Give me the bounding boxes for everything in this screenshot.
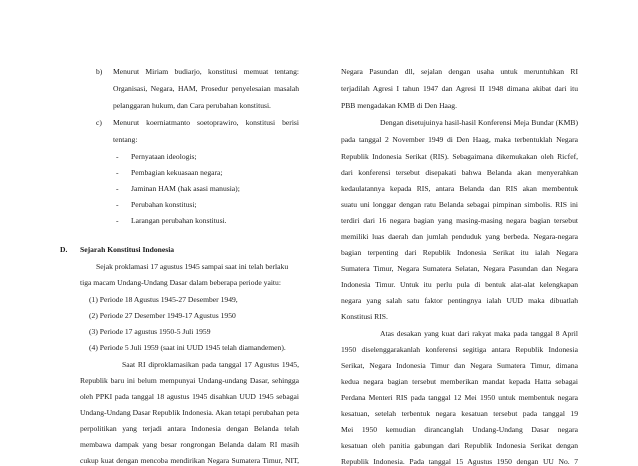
dash-item-5: Larangan perubahan konstitusi. [131, 216, 227, 225]
right-line-23: Mei 1950 kemudian dirancanglah Undang-Undang Dasar negara [341, 425, 578, 434]
para-line-1: Saat RI diproklamasikan pada tanggal 17 Agustus 1945, [122, 360, 299, 369]
dash-bullet: - [116, 168, 119, 177]
right-line-1: Negara Pasundan dll, sejalan dengan usaha untuk meruntuhkan RI [341, 67, 578, 76]
list-b-line-2: Organisasi, Negara, HAM, Prosedur penyelesaian masalah [113, 84, 299, 93]
list-marker-c: c) [96, 118, 102, 127]
right-line-4: Dengan disetujuinya hasil-hasil Konferensi Meja Bundar (KMB) [380, 118, 578, 127]
right-line-13: Sumatera Timur, Negara Sumatera Selatan, Negara Pasundan dan Negara [341, 264, 578, 273]
right-line-5: pada tanggal 2 November 1949 di Den Haag, maka terbentuklah Negara [341, 135, 578, 144]
dash-item-1: Pernyataan ideologis; [131, 152, 197, 161]
list-b-line-3: pelanggaran hukum, dan Cara perubahan konstitusi. [113, 101, 271, 110]
intro-line-1: Sejak proklamasi 17 agustus 1945 sampai saat ini telah berlaku [96, 262, 289, 271]
period-2: (2) Periode 27 Desember 1949-17 Agustus 1950 [89, 311, 236, 320]
period-1: (1) Periode 18 Agustus 1945-27 Desember 1949, [89, 295, 238, 304]
right-line-6: Republik Indonesia Serikat (RIS). Sebagaimana dikemukakan oleh Ricfef, [341, 152, 578, 161]
right-line-22: kesatuan, setelah terbentuk negara kesatuan tersebut pada tanggal 19 [341, 409, 578, 418]
section-title: Sejarah Konstitusi Indonesia [80, 245, 175, 254]
para-line-7: cukup kuat dengan mencoba mendirikan Negara Sumatera Timur, NIT, [80, 456, 299, 465]
list-marker-b: b) [96, 67, 103, 76]
period-4: (4) Periode 5 Juli 1959 (saat ini UUD 1945 telah diamandemen). [89, 343, 286, 352]
right-line-19: Serikat, Negara Indonesia Timur dan Negara Sumatera Timur, dimana [341, 361, 578, 370]
right-line-24: kesatuan oleh panitia gabungan dari Republik Indonesia Serikat dengan [341, 441, 578, 450]
dash-item-4: Perubahan konstitusi; [131, 200, 197, 209]
right-line-11: memiliki luas daerah dan jumlah penduduk yang berbeda. Negara-negara [341, 232, 578, 241]
right-line-7: dari konferensi tersebut disepakati bahwa Belanda akan menyerahkan [341, 168, 578, 177]
list-b-line-1: Menurut Miriam budiarjo, konstitusi memuat tentang: [113, 67, 299, 76]
para-line-5: perpolitikan yang terjadi antara Indonesia dengan Belanda telah [80, 424, 299, 433]
right-line-9: suatu uni longgar dengan ratu Belanda sebagai pimpinan simbolis. RIS ini [341, 200, 578, 209]
period-3: (3) Periode 17 agustus 1950-5 Juli 1959 [89, 327, 211, 336]
right-line-10: terdiri dari 16 negara bagian yang masing-masing negara bagian tersebut [341, 216, 578, 225]
right-line-25: Republik Indonesia. Pada tanggal 15 Agustus 1950 dengan UU No. 7 [341, 457, 578, 466]
dash-bullet: - [116, 200, 119, 209]
dash-bullet: - [116, 216, 119, 225]
right-line-3: PBB mengadakan KMB di Den Haag. [341, 101, 457, 110]
dash-item-3: Jaminan HAM (hak asasi manusia); [131, 184, 240, 193]
right-line-2: terjadilah Agresi I tahun 1947 dan Agresi II 1948 dimana akibat dari itu [341, 84, 578, 93]
right-line-18: 1950 diselenggarakanlah konferensi segitiga antara Republik Indonesia [341, 345, 578, 354]
right-line-21: Perdana Menteri RIS pada tanggal 12 Mei 1950 untuk membentuk negara [341, 393, 578, 402]
right-line-16: Konstitusi RIS. [341, 312, 388, 321]
dash-bullet: - [116, 184, 119, 193]
para-line-4: Undang-Undang Dasar Republik Indonesia. Akan tetapi perubahan peta [80, 408, 299, 417]
para-line-6: membawa dampak yang besar rongrongan Belanda dalam RI masih [80, 440, 299, 449]
intro-line-2: tiga macam Undang-Undang Dasar dalam beberapa periode yaitu: [80, 278, 281, 287]
para-line-2: Republik baru ini belum mempunyai Undang-undang Dasar, sehingga [80, 376, 299, 385]
right-line-8: kedaulatannya kepada RIS, antara Belanda dan RIS akan membentuk [341, 184, 578, 193]
right-line-20: kedua negara bagian tersebut memberikan mandat kepada Hatta sebagai [341, 377, 578, 386]
right-line-14: Indonesia Timur. Untuk itu perlu pula di bentuk alat-alat kelengkapan [341, 280, 578, 289]
section-marker: D. [60, 245, 68, 254]
right-line-12: bagian terpenting dari Republik Indonesia Serikat itu ialah Negara [341, 248, 578, 257]
dash-item-2: Pembagian kekuasaan negara; [131, 168, 223, 177]
list-c-line-1: Menurut koerniatmanto soetoprawiro, konstitusi berisi [113, 118, 299, 127]
dash-bullet: - [116, 152, 119, 161]
para-line-3: oleh PPKI pada tanggal 18 agustus 1945 disahkan UUD 1945 sebagai [80, 392, 299, 401]
right-line-17: Atas desakan yang kuat dari rakyat maka pada tanggal 8 April [380, 329, 578, 338]
list-c-line-2: tentang: [113, 135, 138, 144]
right-line-15: negara yang salah satu faktor pentingnya ialah UUD maka dibuatlah [341, 296, 578, 305]
